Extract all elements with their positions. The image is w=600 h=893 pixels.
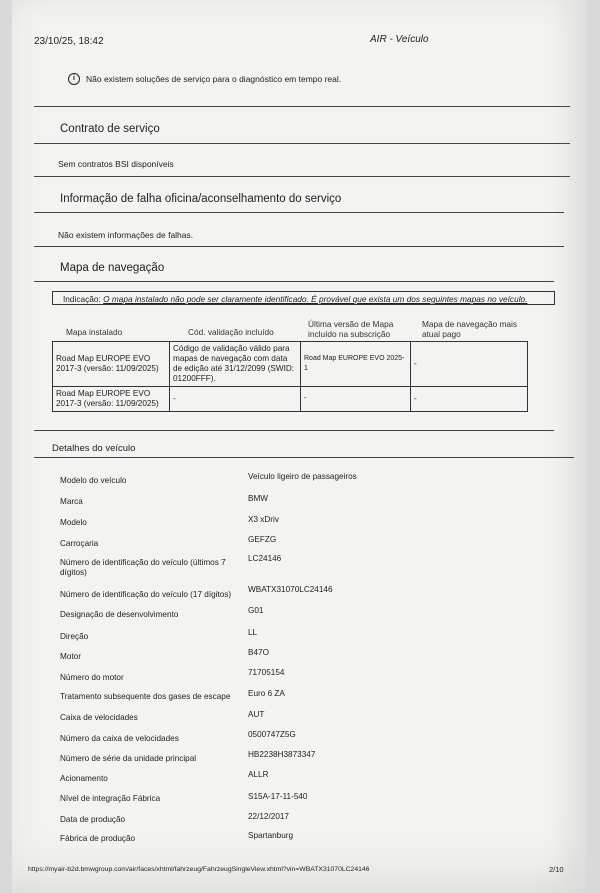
detail-label: Número de série da unidade principal [60, 754, 197, 763]
divider [34, 143, 570, 144]
contract-title: Contrato de serviço [60, 123, 160, 135]
detail-label: Caixa de velocidades [60, 713, 138, 722]
detail-label: Número do motor [60, 673, 124, 682]
detail-label: Número de identificação do veículo (17 dígitos) [60, 590, 232, 599]
print-date: 23/10/25, 18:42 [34, 36, 104, 47]
col-header: Mapa de navegação mais atual pago [422, 319, 518, 339]
table-cell: - [170, 387, 301, 412]
detail-value: Spartanburg [248, 831, 294, 840]
divider [34, 176, 570, 177]
detail-label: Direção [60, 632, 89, 641]
divider [34, 430, 554, 431]
detail-value: B47O [248, 648, 269, 657]
detail-label: Tratamento subsequente dos gases de escape [60, 692, 231, 701]
col-header: Mapa instalado [66, 327, 123, 337]
detail-value: BMW [248, 494, 269, 503]
detail-value: WBATX31070LC24146 [248, 585, 333, 594]
divider [34, 281, 554, 282]
table-cell: - [411, 387, 528, 412]
table-cell: - [301, 387, 411, 412]
footer-url: https://myair-b2d.bmwgroup.com/air/faces/xhtml/fahrzeug/FahrzeugSingleView.xhtml?vin=WBATX31070LC24146 [28, 866, 370, 873]
table-row [53, 387, 528, 412]
detail-label: Designação de desenvolvimento [60, 610, 179, 619]
detail-value: Veículo ligeiro de passageiros [248, 472, 357, 481]
detail-value: GEFZG [248, 535, 277, 544]
navmap-table [52, 341, 528, 412]
detail-label: Data de produção [60, 815, 126, 824]
notice-text: Não existem soluções de serviço para o diagnóstico em tempo real. [86, 74, 342, 84]
detail-value: 0500747Z5G [248, 730, 296, 739]
divider [34, 212, 564, 213]
document-page [12, 0, 586, 893]
detail-label: Número de identificação do veículo (últimos 7 dígitos) [60, 558, 226, 577]
detail-value: G01 [248, 606, 264, 615]
page-number: 2/10 [549, 865, 564, 874]
info-icon: i [68, 73, 80, 85]
detail-value: S15A-17-11-540 [248, 792, 308, 801]
detail-value: ALLR [248, 770, 269, 779]
divider [34, 246, 564, 247]
detail-label: Nível de integração Fábrica [60, 794, 161, 803]
col-header: Última versão de Mapa incluído na subscrição [308, 319, 394, 339]
table-cell: Road Map EUROPE EVO 2017-3 (versão: 11/09/2025) [53, 342, 170, 387]
detail-value: 22/12/2017 [248, 812, 289, 821]
fault-title: Informação de falha oficina/aconselhamento do serviço [60, 193, 342, 205]
divider [34, 457, 574, 458]
detail-label: Marca [60, 497, 83, 506]
detail-value: X3 xDriv [248, 515, 279, 524]
detail-label: Número da caixa de velocidades [60, 734, 179, 743]
detail-label: Modelo [60, 518, 87, 527]
details-title: Detalhes do veículo [52, 443, 136, 454]
page-title: AIR - Veículo [370, 34, 429, 45]
detail-label: Acionamento [60, 774, 108, 783]
table-cell: Road Map EUROPE EVO 2025-1 [301, 342, 411, 387]
table-row [53, 342, 528, 387]
detail-value: Euro 6 ZA [248, 689, 285, 698]
indication-text: O mapa instalado não pode ser claramente identificado. É provável que exista um dos seguintes mapas no veículo. [103, 294, 528, 304]
detail-value: LL [248, 628, 258, 637]
table-cell: - [411, 342, 528, 387]
fault-text: Não existem informações de falhas. [58, 230, 194, 240]
table-cell: Código de validação válido para mapas de navegação com data de edição até 31/12/2099 (SWID: 01200FFF). [170, 342, 301, 387]
detail-label: Motor [60, 652, 81, 661]
detail-label: Fábrica de produção [60, 834, 136, 843]
detail-label: Carroçaria [60, 539, 99, 548]
detail-value: HB2238H3873347 [248, 750, 316, 759]
table-cell: Road Map EUROPE EVO 2017-3 (versão: 11/09/2025) [53, 387, 170, 412]
col-header: Cód. validação incluído [188, 327, 274, 337]
detail-label: Modelo do veículo [60, 476, 127, 485]
detail-value: 71705154 [248, 668, 285, 677]
navmap-indication [52, 291, 555, 305]
detail-value: AUT [248, 710, 265, 719]
contract-text: Sem contratos BSI disponíveis [58, 159, 174, 169]
diagnosis-notice [68, 73, 341, 85]
navmap-title: Mapa de navegação [60, 262, 165, 274]
detail-value: LC24146 [248, 554, 282, 563]
divider [34, 106, 570, 107]
indication-label: Indicação: [63, 294, 101, 304]
